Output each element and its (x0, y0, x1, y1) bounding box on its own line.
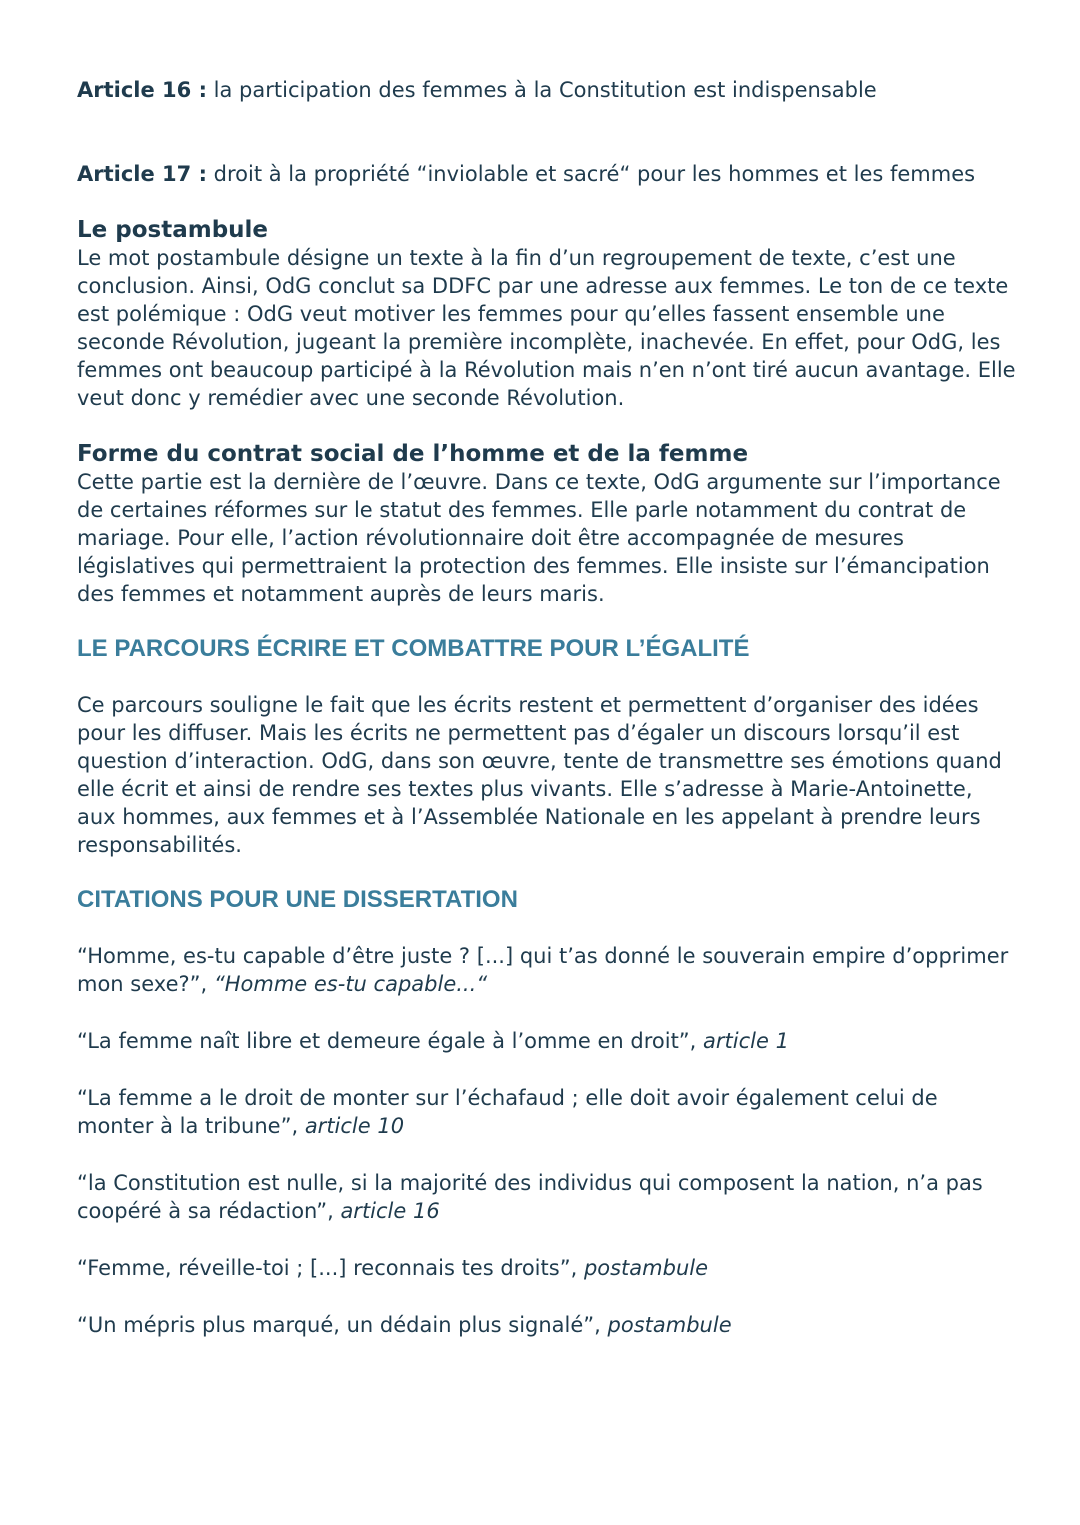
citation-item (77, 942, 1017, 998)
document-page (77, 72, 1017, 1339)
citation-item (77, 1027, 1017, 1055)
citation-ref: article 16 (340, 1199, 440, 1223)
citation-ref: article 1 (703, 1029, 789, 1053)
citation-quote: “la Constitution est nulle, si la majorité des individus qui composent la nation, n’a pas coopéré à sa rédaction”, (77, 1171, 983, 1223)
citation-quote: “Homme, es-tu capable d’être juste ? [...] qui t’as donné le souverain empire d’opprimer mon sexe?”, (77, 944, 1009, 996)
citation-ref: article 10 (304, 1114, 405, 1138)
citation-item (77, 1254, 1017, 1282)
citation-ref: postambule (583, 1256, 709, 1280)
article-17 (77, 160, 1017, 188)
article-text: la participation des femmes à la Constitution est indispensable (206, 78, 877, 102)
parcours-body: Ce parcours souligne le fait que les écrits restent et permettent d’organiser des idées pour les diffuser. Mais les écrits ne permettent pas d’égaler un discours lorsqu’il est question d’interaction. OdG, dans son œuvre, tente de transmettre ses émotions quand elle écrit et ainsi de rendre ses textes plus vivants. Elle s’adresse à Marie-Antoinette, aux hommes, aux femmes et à l’Assemblée Nationale en les appelant à prendre leurs responsabilités. (77, 693, 1002, 857)
postambule-heading: Le postambule (77, 217, 269, 243)
citation-quote: “Femme, réveille-toi ; [...] reconnais tes droits”, (77, 1256, 584, 1280)
article-text: droit à la propriété “inviolable et sacré“ pour les hommes et les femmes (206, 162, 976, 186)
article-label: Article 17 : (77, 162, 207, 186)
postambule-body: Le mot postambule désigne un texte à la fin d’un regroupement de texte, c’est une conclusion. Ainsi, OdG conclut sa DDFC par une adresse aux femmes. Le ton de ce texte est polémique : OdG veut motiver les femmes pour qu’elles fassent ensemble une seconde Révolution, jugeant la première incomplète, inachevée. En effet, pour OdG, les femmes ont beaucoup participé à la Révolution mais n’en n’ont tiré aucun avantage. Elle veut donc y remédier avec une seconde Révolution. (77, 246, 1016, 410)
citations-list (77, 942, 1017, 1339)
citation-item (77, 1169, 1017, 1225)
contrat-heading: Forme du contrat social de l’homme et de la femme (77, 441, 749, 467)
citation-quote: “La femme naît libre et demeure égale à l’omme en droit”, (77, 1029, 704, 1053)
article-label: Article 16 : (77, 78, 207, 102)
contrat-body: Cette partie est la dernière de l’œuvre. Dans ce texte, OdG argumente sur l’importance de certaines réformes sur le statut des femmes. Elle parle notamment du contrat de mariage. Pour elle, l’action révolutionnaire doit être accompagnée de mesures législatives qui permettraient la protection des femmes. Elle insiste sur l’émancipation des femmes et notamment auprès de leurs maris. (77, 470, 1001, 606)
citation-item (77, 1084, 1017, 1140)
parcours-title: LE PARCOURS ÉCRIRE ET COMBATTRE POUR L’ÉGALITÉ (77, 635, 750, 662)
citation-ref: postambule (607, 1313, 732, 1337)
citation-quote: “La femme a le droit de monter sur l’échafaud ; elle doit avoir également celui de monter à la tribune”, (77, 1086, 938, 1138)
citation-ref: “Homme es-tu capable...“ (213, 972, 488, 996)
citation-item (77, 1311, 1017, 1339)
citation-quote: “Un mépris plus marqué, un dédain plus signalé”, (77, 1313, 608, 1337)
citations-title: CITATIONS POUR UNE DISSERTATION (77, 886, 518, 913)
article-16 (77, 76, 1017, 104)
